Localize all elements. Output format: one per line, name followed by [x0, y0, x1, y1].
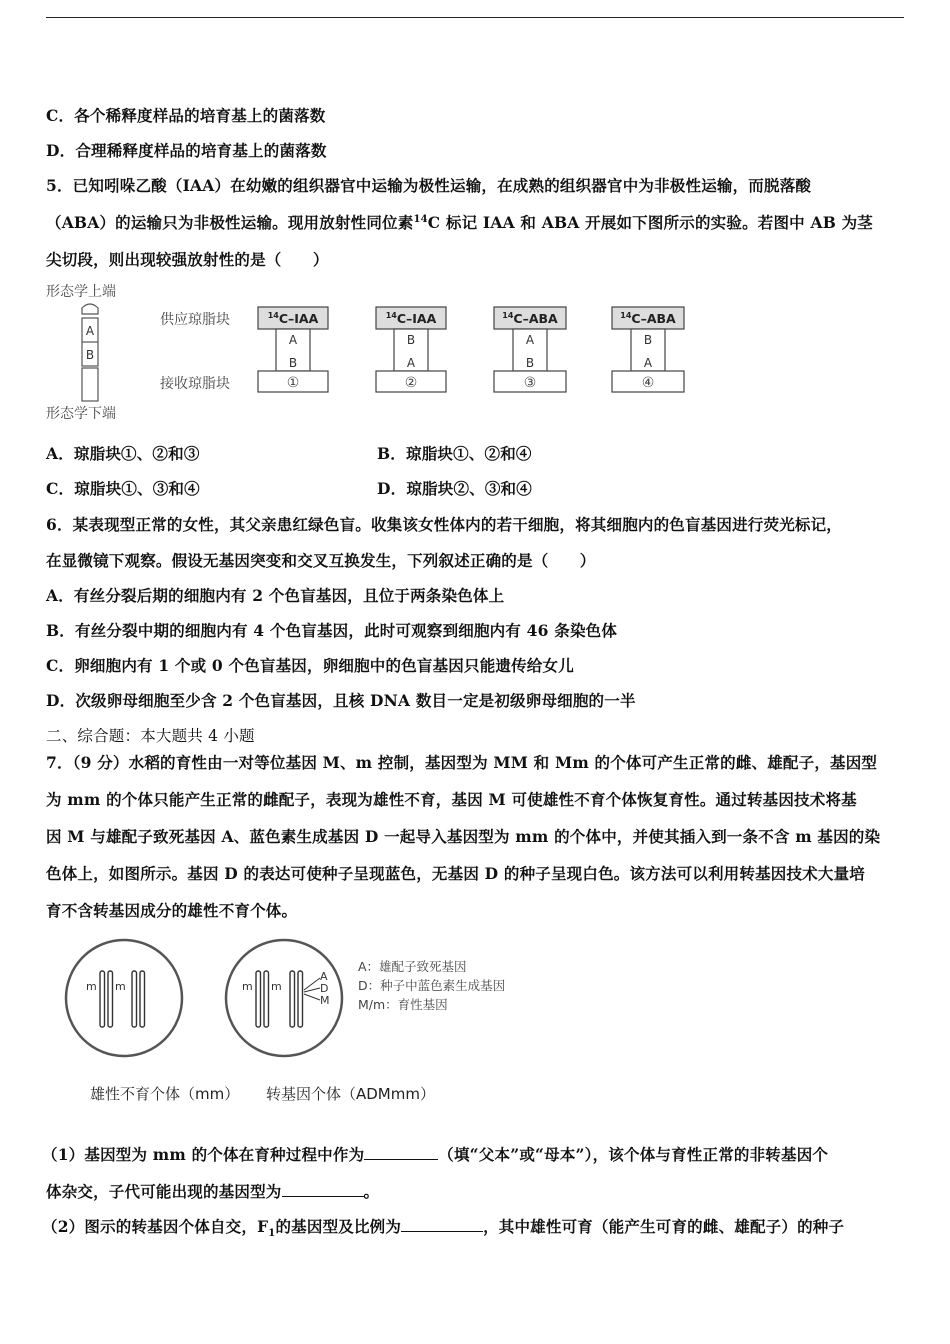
lower-end-label: B [288, 356, 298, 370]
lower-end-label: A [406, 356, 416, 370]
q5-experiment-figure [44, 280, 704, 428]
q6-option-b: B．有丝分裂中期的细胞内有 4 个色盲基因，此时可观察到细胞内有 46 条染色体 [46, 621, 618, 640]
q7-part2-line1: （2）图示的转基因个体自交，$F_1$的基因型及比例为 ，其中雄性可育（能产生可育的雌、雄配子）的种子 [42, 1217, 845, 1240]
stem-tip-shape [82, 304, 98, 314]
q6-option-c: C．卵细胞内有 1 个或 0 个色盲基因，卵细胞中的色盲基因只能遗传给女儿 [46, 656, 574, 675]
receiver-number: ① [286, 375, 300, 391]
segment-a-label: A [85, 324, 95, 338]
receiver-number: ③ [523, 375, 537, 391]
gene-m-label: m [86, 980, 97, 993]
receiver-number: ④ [641, 375, 655, 391]
answer-blank [282, 1182, 364, 1197]
q5-option-d: D．琼脂块②、③和④ [377, 479, 532, 498]
q7-chromosome-figure [64, 938, 534, 1068]
q7-stem-line5: 育不含转基因成分的雄性不育个体。 [46, 901, 298, 920]
cell-male-sterile [66, 940, 182, 1056]
setup-group-3 [494, 307, 566, 392]
supply-block-text: $^{14}$C–ABA [620, 311, 676, 326]
segment-b-label: B [85, 348, 95, 362]
setup-group-2 [376, 307, 446, 392]
apical-end-label: 形态学上端 [46, 284, 116, 300]
header-rule [46, 17, 904, 18]
q5-stem-line1: 5．已知吲哚乙酸（IAA）在幼嫩的组织器官中运输为极性运输，在成熟的组织器官中为非极性运输，而脱落酸 [46, 176, 812, 195]
gene-m-label: m [271, 980, 282, 993]
answer-blank [401, 1217, 483, 1232]
gene-big-m-label: M [320, 994, 330, 1007]
q7-stem-line2: 为 mm 的个体只能产生正常的雌配子，表现为雄性不育，基因 M 可使雄性不育个体恢复育性。通过转基因技术将基 [46, 790, 857, 809]
supply-block-text: $^{14}$C–IAA [385, 311, 437, 326]
setup-group-1 [258, 307, 328, 392]
lower-end-label: A [643, 356, 653, 370]
figure-legend [358, 959, 505, 1012]
setup-group-4 [612, 307, 684, 392]
q5-option-a: A．琼脂块①、②和③ [46, 444, 200, 463]
q4-option-d: D．合理稀释度样品的培育基上的菌落数 [46, 141, 327, 160]
answer-blank [364, 1145, 438, 1160]
gene-d-label: D [320, 982, 329, 995]
gene-m-label: m [242, 980, 253, 993]
q5-option-c: C．琼脂块①、③和④ [46, 479, 200, 498]
q7-part1-line2: 体杂交，子代可能出现的基因型为 。 [46, 1182, 380, 1201]
stem-base-segment [82, 368, 98, 401]
supply-block-text: $^{14}$C–ABA [502, 311, 558, 326]
gene-a-label: A [320, 970, 328, 983]
q7-part1-line1: （1）基因型为 mm 的个体在育种过程中作为 （填“父本”或“母本”），该个体与育性正常的非转基因个 [42, 1145, 829, 1164]
q5-stem-line3: 尖切段，则出现较强放射性的是（ ） [46, 250, 329, 269]
lower-end-label: B [525, 356, 535, 370]
receiver-block-label: 接收琼脂块 [160, 376, 230, 392]
caption-transgenic: 转基因个体（ADMmm） [266, 1085, 435, 1103]
q5-option-b: B．琼脂块①、②和④ [377, 444, 532, 463]
q7-stem-line3: 因 M 与雄配子致死基因 A、蓝色素生成基因 D 一起导入基因型为 mm 的个体中，并使其插入到一条不含 m 基因的染 [46, 827, 881, 846]
supply-block-label: 供应琼脂块 [160, 312, 230, 328]
q4-option-c: C．各个稀释度样品的培育基上的菌落数 [46, 106, 326, 125]
upper-end-label: A [288, 333, 298, 347]
legend-m: M/m：育性基因 [358, 997, 448, 1012]
gene-m-label: m [115, 980, 126, 993]
supply-block-text: $^{14}$C–IAA [267, 311, 319, 326]
caption-male-sterile: 雄性不育个体（mm） [90, 1085, 240, 1103]
basal-end-label: 形态学下端 [46, 406, 116, 422]
q7-stem-line4: 色体上，如图所示。基因 D 的表达可使种子呈现蓝色，无基因 D 的种子呈现白色。该方法可以利用转基因技术大量培 [46, 864, 865, 883]
section-heading: 二、综合题：本大题共 4 小题 [46, 727, 255, 745]
q6-stem-line1: 6．某表现型正常的女性，其父亲患红绿色盲。收集该女性体内的若干细胞，将其细胞内的色盲基因进行荧光标记， [46, 515, 842, 534]
upper-end-label: A [525, 333, 535, 347]
receiver-number: ② [404, 375, 418, 391]
q6-stem-line2: 在显微镜下观察。假设无基因突变和交叉互换发生，下列叙述正确的是（ ） [46, 551, 596, 570]
legend-a: A：雄配子致死基因 [358, 959, 467, 974]
legend-d: D：种子中蓝色素生成基因 [358, 978, 506, 993]
upper-end-label: B [406, 333, 416, 347]
q7-stem-line1: 7．（9 分）水稻的育性由一对等位基因 M、m 控制，基因型为 MM 和 Mm 的个体可产生正常的雌、雄配子，基因型 [46, 753, 878, 772]
upper-end-label: B [643, 333, 653, 347]
q5-stem-line2: （ABA）的运输只为非极性运输。现用放射性同位素$^{14}$C 标记 IAA 和 ABA 开展如下图所示的实验。若图中 AB 为茎 [46, 213, 873, 232]
q6-option-d: D．次级卵母细胞至少含 2 个色盲基因，且核 DNA 数目一定是初级卵母细胞的一半 [46, 691, 636, 710]
q6-option-a: A．有丝分裂后期的细胞内有 2 个色盲基因，且位于两条染色体上 [46, 586, 505, 605]
